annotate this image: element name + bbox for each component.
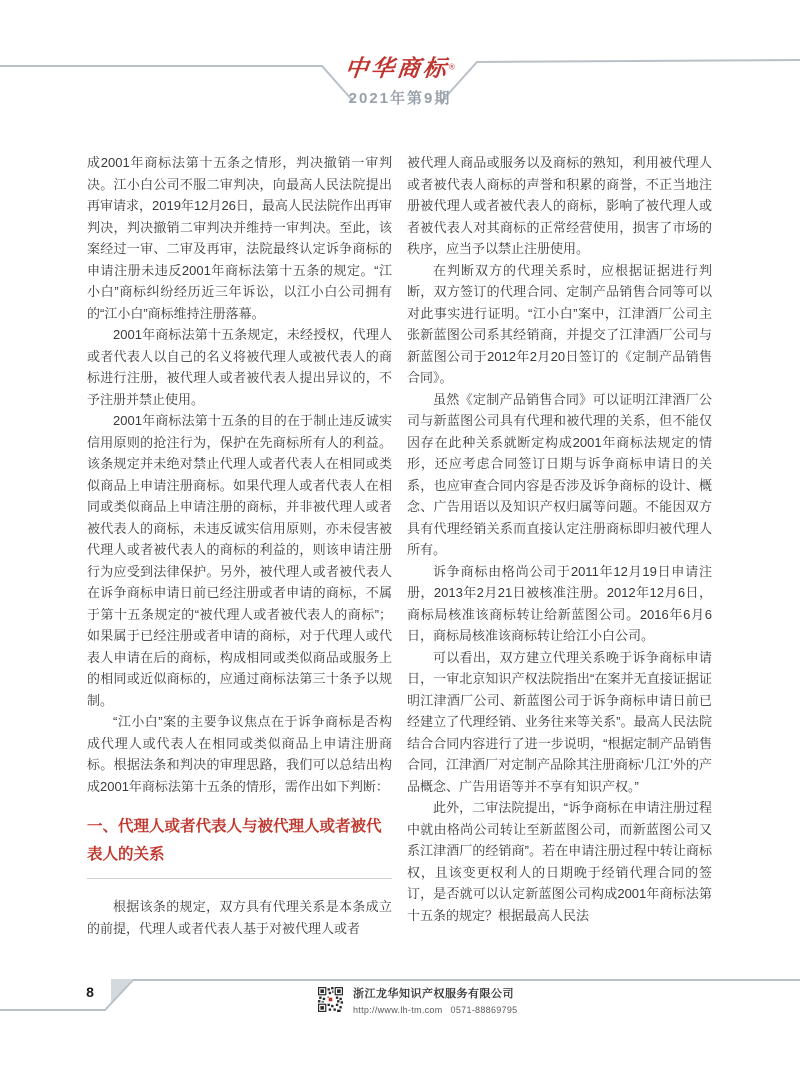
publisher-website: http://www.lh-tm.com	[353, 1005, 443, 1015]
paragraph: 2001年商标法第十五条规定，未经授权，代理人或者代表人以自己的名义将被代理人或被代表人的商标进行注册，被代理人或者被代表人提出异议的，不予注册并禁止使用。	[87, 327, 392, 407]
paragraph: 在判断双方的代理关系时，应根据证据进行判断，双方签订的代理合同、定制产品销售合同等可以对此事实进行证明。“江小白”案中，江津酒厂公司主张新蓝图公司系其经销商，并提交了江津酒厂公司与新蓝图公司于2012年2月20日签订的《定制产品销售合同》。	[407, 262, 712, 385]
paragraph-continuation: 被代理人商品或服务以及商标的熟知，利用被代理人或者被代表人商标的声誉和积累的商誉，不正当地注册被代理人或者被代表人的商标，影响了被代理人或者被代表人对其商标的正常经营使用，损害了市场的秩序，应当予以禁止注册使用。	[407, 155, 712, 256]
paragraph: “江小白”案的主要争议焦点在于诉争商标是否构成代理人或代表人在相同或类似商品上申请注册商标。根据法条和判决的审理思路，我们可以总结出构成2001年商标法第十五条的情形，需作出如下判断：	[87, 714, 392, 794]
publisher-block	[318, 987, 526, 1015]
publisher-phone: 0571-88869795	[450, 1005, 518, 1015]
right-column	[407, 152, 712, 926]
paragraph: 诉争商标由格尚公司于2011年12月19日申请注册，2013年2月21日被核准注册。2012年12月6日，商标局核准该商标转让给新蓝图公司。2016年6月6日，商标局核准该商标转让给江小白公司。	[407, 563, 712, 643]
paragraph-continuation: 成2001年商标法第十五条之情形，判决撤销一审判决。江小白公司不服二审判决，向最高人民法院提出再审请求，2019年12月26日，最高人民法院作出再审判决，判决撤销二审判决并维持一审判决。至此，该案经过一审、二审及再审，法院最终认定诉争商标的申请注册未违反2001年商标法第十五条的规定。“江小白”商标纠纷经历近三年诉讼，以江小白公司拥有的“江小白”商标维持注册落幕。	[87, 155, 392, 321]
publisher-company-name: 浙江龙华知识产权服务有限公司	[353, 988, 514, 1000]
paragraph: 根据该条的规定，双方具有代理关系是本条成立的前提，代理人或者代表人基于对被代理人或者	[87, 899, 392, 936]
registered-trademark-symbol: ®	[449, 62, 455, 72]
issue-label: 2021年第9期	[348, 90, 452, 107]
publisher-contact	[353, 1005, 526, 1015]
magazine-logo	[300, 57, 500, 80]
left-column	[87, 152, 392, 939]
magazine-logo-text: 中华商标	[343, 55, 451, 82]
publisher-texts	[353, 987, 526, 1015]
paragraph: 虽然《定制产品销售合同》可以证明江津酒厂公司与新蓝图公司具有代理和被代理的关系，但不能仅因存在此种关系就断定构成2001年商标法规定的情形，还应考虑合同签订日期与诉争商标申请日的关系，也应审查合同内容是否涉及诉争商标的设计、概念、广告用语以及知识产权归属等问题。不能因双方具有代理经销关系而直接认定注册商标即归被代理人所有。	[407, 391, 712, 557]
paragraph: 此外，二审法院提出，“诉争商标在申请注册过程中就由格尚公司转让至新蓝图公司，而新蓝图公司又系江津酒厂的经销商”。若在申请注册过程中转让商标权，且该变更权利人的日期晚于经销代理合同的签订，是否就可以认定新蓝图公司构成2001年商标法第十五条的规定？根据最高人民法	[407, 800, 712, 923]
qr-code-icon	[318, 987, 343, 1012]
section-heading: 一、代理人或者代表人与被代理人或者被代表人的关系	[87, 813, 392, 879]
paragraph: 可以看出，双方建立代理关系晚于诉争商标申请日，一审北京知识产权法院指出“在案并无直接证据证明江津酒厂公司、新蓝图公司于诉争商标申请日前已经建立了代理经销、业务往来等关系”。最高人民法院结合合同内容进行了进一步说明，“根据定制产品销售合同，江津酒厂对定制产品除其注册商标‘几江’外的产品概念、广告用语等并不享有知识产权。”	[407, 649, 712, 794]
page-number: 8	[86, 984, 94, 1000]
paragraph: 2001年商标法第十五条的目的在于制止违反诚实信用原则的抢注行为，保护在先商标所有人的利益。该条规定并未绝对禁止代理人或者代表人在相同或类似商品上申请注册商标。如果代理人或者代表人在相同或类似商品上申请注册的商标，并非被代理人或者被代表人的商标，未违反诚实信用原则，亦未侵害被代理人或者被代表人的商标的利益的，则该申请注册行为应受到法律保护。另外，被代理人或者被代表人在诉争商标申请日前已经注册或者申请的商标，不属于第十五条规定的“被代理人或者被代表人的商标”；如果属于已经注册或者申请的商标，对于代理人或代表人申请在后的商标，构成相同或类似商品或服务上的相同或近似商标的，应通过商标法第三十条予以规制。	[87, 413, 392, 708]
